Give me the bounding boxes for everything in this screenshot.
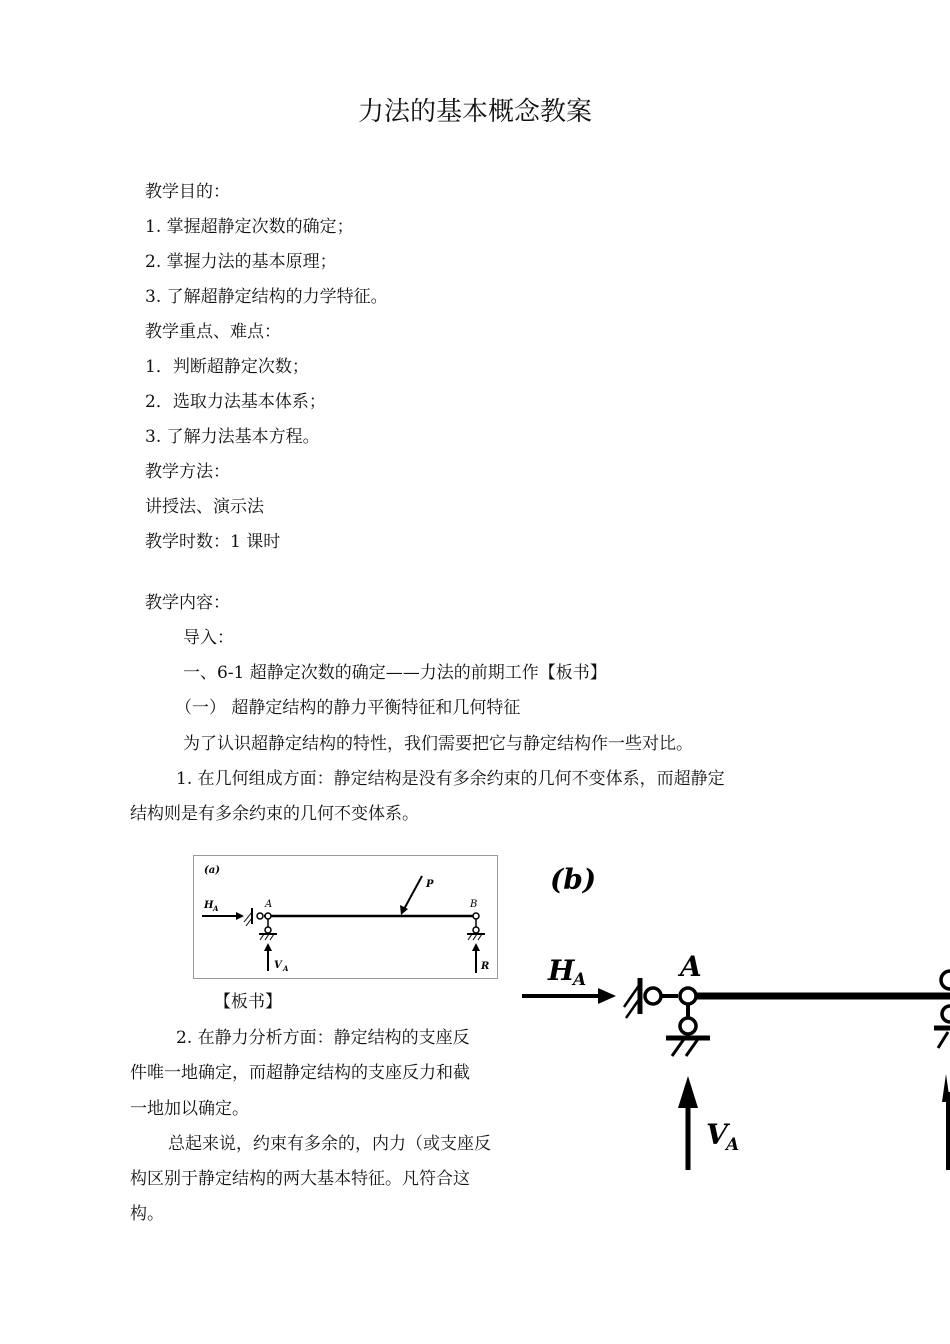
board-label: 【板书】: [214, 992, 282, 1012]
paragraph-line: 1. 在几何组成方面：静定结构是没有多余约束的几何不变体系，而超静定: [176, 769, 725, 789]
svg-text:A: A: [283, 964, 289, 973]
content-heading: 教学内容：: [145, 593, 230, 613]
paragraph-line: 一地加以确定。: [130, 1099, 249, 1119]
svg-text:A: A: [680, 950, 702, 983]
section-heading: 一、6-1 超静定次数的确定——力法的前期工作【板书】: [183, 663, 607, 683]
svg-text:V: V: [274, 960, 282, 971]
svg-text:H: H: [548, 954, 575, 987]
key-point-item: 3. 了解力法基本方程。: [145, 427, 320, 447]
objectives-heading: 教学目的：: [145, 182, 230, 202]
svg-text:H: H: [204, 900, 214, 911]
objective-item: 2. 掌握力法的基本原理；: [145, 252, 337, 272]
key-points-heading: 教学重点、难点：: [145, 322, 281, 342]
subsection-heading: （一） 超静定结构的静力平衡特征和几何特征: [175, 698, 521, 718]
figure-a: [193, 855, 498, 979]
paragraph-line: 件唯一地确定，而超静定结构的支座反力和截: [130, 1063, 470, 1083]
svg-text:A: A: [573, 970, 587, 990]
svg-text:V: V: [706, 1118, 728, 1151]
svg-text:P: P: [426, 879, 434, 890]
objective-item: 3. 了解超静定结构的力学特征。: [145, 287, 388, 307]
svg-text:A: A: [726, 1135, 740, 1155]
figure-a-tag: (a): [204, 865, 220, 876]
hours-text: 教学时数：1 课时: [145, 532, 281, 552]
figure-b: [520, 852, 950, 1182]
methods-text: 讲授法、演示法: [145, 497, 264, 517]
svg-text:A: A: [265, 899, 273, 910]
intro-label: 导入：: [183, 628, 234, 648]
paragraph: 为了认识超静定结构的特性，我们需要把它与静定结构作一些对比。: [183, 734, 693, 754]
paragraph-line: 构。: [130, 1204, 164, 1224]
page-title: 力法的基本概念教案: [357, 97, 592, 127]
key-point-item: 2．选取力法基本体系；: [145, 392, 326, 412]
figure-b-tag: (b): [550, 863, 597, 896]
paragraph-line: 构区别于静定结构的两大基本特征。凡符合这: [130, 1169, 470, 1189]
methods-heading: 教学方法：: [145, 462, 230, 482]
svg-text:R: R: [481, 961, 490, 972]
svg-text:A: A: [213, 904, 219, 913]
paragraph-line: 总起来说，约束有多余的，内力（或支座反: [168, 1134, 491, 1154]
key-point-item: 1．判断超静定次数；: [145, 357, 309, 377]
objective-item: 1. 掌握超静定次数的确定；: [145, 217, 354, 237]
svg-text:B: B: [470, 899, 478, 910]
paragraph-line: 结构则是有多余约束的几何不变体系。: [130, 804, 419, 824]
paragraph-line: 2. 在静力分析方面：静定结构的支座反: [176, 1028, 470, 1048]
